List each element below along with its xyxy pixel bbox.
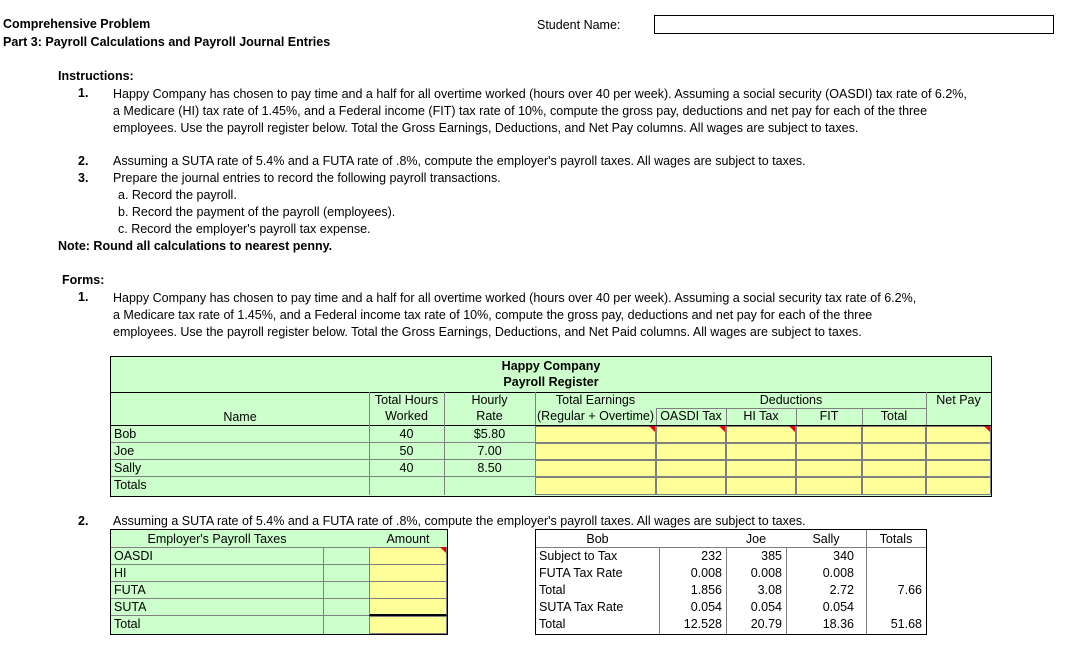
suta-amount-input[interactable] xyxy=(369,598,447,616)
employee-name: Bob xyxy=(114,427,137,441)
net-pay-total-input[interactable] xyxy=(926,477,991,495)
payroll-register xyxy=(110,356,992,497)
form-number: 1. xyxy=(78,290,89,304)
futa-joe-value: 3.08 xyxy=(757,583,782,597)
employer-payroll-taxes-table xyxy=(110,529,448,635)
employee-name: Joe xyxy=(114,444,135,458)
fit-input[interactable] xyxy=(796,460,862,477)
fit-input[interactable] xyxy=(796,443,862,460)
register-title: Payroll Register xyxy=(503,375,599,389)
futa-header-sally: Sally xyxy=(812,532,840,546)
futa-sally-value: 0.008 xyxy=(822,566,854,580)
deductions-total-input[interactable] xyxy=(862,460,926,477)
amount-header: Amount xyxy=(386,532,430,546)
futa-joe-value: 385 xyxy=(761,549,782,563)
hourly-rate: $5.80 xyxy=(473,427,506,441)
futa-joe-value: 0.008 xyxy=(750,566,782,580)
col-net-header: Net Pay xyxy=(936,393,981,407)
futa-joe-value: 20.79 xyxy=(750,617,782,631)
fit-input[interactable] xyxy=(796,426,862,443)
instruction-subitem: b. Record the payment of the payroll (employees). xyxy=(118,205,396,219)
futa-suta-computation-table xyxy=(535,529,927,635)
fit-total-input[interactable] xyxy=(796,477,862,495)
gross-earnings-total-input[interactable] xyxy=(535,477,656,495)
instruction-number: 3. xyxy=(78,171,89,185)
instruction-subitem: a. Record the payroll. xyxy=(118,188,237,202)
comment-marker-icon[interactable] xyxy=(789,426,795,432)
instruction-number: 1. xyxy=(78,86,89,100)
instruction-text: Prepare the journal entries to record the following payroll transactions. xyxy=(113,171,501,185)
futa-sally-value: 0.054 xyxy=(822,600,854,614)
oasdi-amount-input[interactable] xyxy=(369,547,447,565)
col-hi-header: HI Tax xyxy=(743,409,779,423)
futa-amount-input[interactable] xyxy=(369,581,447,599)
net-pay-input[interactable] xyxy=(926,426,991,443)
futa-total-value: 51.68 xyxy=(890,617,922,631)
rounding-note: Note: Round all calculations to nearest penny. xyxy=(58,239,333,253)
col-earnings-header: (Regular + Overtime) xyxy=(536,409,655,423)
col-name-header: Name xyxy=(223,410,257,424)
col-hours-header: Worked xyxy=(385,409,428,423)
futa-bob-value: 232 xyxy=(701,549,722,563)
futa-sally-value: 2.72 xyxy=(829,583,854,597)
form-number: 2. xyxy=(78,514,89,528)
hourly-rate: 8.50 xyxy=(477,461,502,475)
student-name-label: Student Name: xyxy=(537,18,621,32)
oasdi-tax-input[interactable] xyxy=(656,426,726,443)
instruction-number: 2. xyxy=(78,154,89,168)
col-rate-header: Hourly xyxy=(471,393,508,407)
col-oasdi-header: OASDI Tax xyxy=(660,409,722,423)
comment-marker-icon[interactable] xyxy=(984,426,990,432)
col-rate-header: Rate xyxy=(476,409,503,423)
comment-marker-icon[interactable] xyxy=(440,547,446,553)
col-fit-header: FIT xyxy=(819,409,839,423)
comment-marker-icon[interactable] xyxy=(719,426,725,432)
oasdi-tax-total-input[interactable] xyxy=(656,477,726,495)
futa-joe-value: 0.054 xyxy=(750,600,782,614)
futa-row-label: Total xyxy=(539,617,566,631)
col-hours-header: Total Hours xyxy=(374,393,439,407)
col-total-header: Total xyxy=(880,409,908,423)
futa-sally-value: 18.36 xyxy=(822,617,854,631)
deductions-grand-total-input[interactable] xyxy=(862,477,926,495)
student-name-input[interactable] xyxy=(654,15,1054,34)
instruction-text: Happy Company has chosen to pay time and a half for all overtime worked (hours over 40 per week). Assuming a social security (OASDI) tax rate of 6.2%, a Medicare (HI) tax rate of 1.45%, and a Federal income (FIT) tax rate of 10%, compute the gross pay, deductions and net pay for each of the three employees. Use the payroll register below. Total the Gross Earnings, Deductions, and Net Pay columns. All wages are subject to taxes. xyxy=(113,87,967,135)
futa-row-label: FUTA Tax Rate xyxy=(539,566,623,580)
gross-earnings-input[interactable] xyxy=(535,426,656,443)
futa-header-totals: Totals xyxy=(879,532,913,546)
futa-row-label: Total xyxy=(539,583,566,597)
deductions-total-input[interactable] xyxy=(862,443,926,460)
employer-tax-label: HI xyxy=(114,566,127,580)
employer-taxes-title: Employer's Payroll Taxes xyxy=(147,532,287,546)
hourly-rate: 7.00 xyxy=(477,444,502,458)
form-text: Assuming a SUTA rate of 5.4% and a FUTA rate of .8%, compute the employer's payroll taxes. All wages are subject to taxes. xyxy=(113,514,806,528)
hi-tax-total-input[interactable] xyxy=(726,477,796,495)
sheet-title: Comprehensive Problem xyxy=(3,17,151,31)
employer-tax-label: FUTA xyxy=(114,583,146,597)
gross-earnings-input[interactable] xyxy=(535,443,656,460)
employer-tax-label: Total xyxy=(114,617,141,631)
futa-row-label: Subject to Tax xyxy=(539,549,618,563)
gross-earnings-input[interactable] xyxy=(535,460,656,477)
instruction-subitem: c. Record the employer's payroll tax expense. xyxy=(118,222,371,236)
hours-worked: 40 xyxy=(399,427,414,441)
employee-name: Sally xyxy=(114,461,142,475)
sheet-subtitle: Part 3: Payroll Calculations and Payroll Journal Entries xyxy=(3,35,331,49)
futa-header-bob: Bob xyxy=(586,532,609,546)
employer-tax-label: OASDI xyxy=(114,549,153,563)
deductions-total-input[interactable] xyxy=(862,426,926,443)
total-amount-input[interactable] xyxy=(369,616,447,634)
instruction-text: Assuming a SUTA rate of 5.4% and a FUTA rate of .8%, compute the employer's payroll taxes. All wages are subject to taxes. xyxy=(113,154,806,168)
hi-tax-input[interactable] xyxy=(726,426,796,443)
futa-row-label: SUTA Tax Rate xyxy=(539,600,624,614)
comment-marker-icon[interactable] xyxy=(649,426,655,432)
futa-total-value: 7.66 xyxy=(897,583,922,597)
col-deductions-header: Deductions xyxy=(759,393,823,407)
net-pay-input[interactable] xyxy=(926,443,991,460)
net-pay-input[interactable] xyxy=(926,460,991,477)
hours-worked: 40 xyxy=(399,461,414,475)
totals-label: Totals xyxy=(114,478,147,492)
col-earnings-header: Total Earnings xyxy=(555,393,636,407)
oasdi-tax-input[interactable] xyxy=(656,460,726,477)
futa-bob-value: 0.054 xyxy=(690,600,722,614)
hi-tax-input[interactable] xyxy=(726,460,796,477)
futa-bob-value: 0.008 xyxy=(690,566,722,580)
employer-tax-label: SUTA xyxy=(114,600,147,614)
futa-bob-value: 12.528 xyxy=(683,617,722,631)
hi-amount-input[interactable] xyxy=(369,564,447,582)
hours-worked: 50 xyxy=(399,444,414,458)
futa-bob-value: 1.856 xyxy=(690,583,722,597)
instructions-heading: Instructions: xyxy=(58,69,134,83)
hi-tax-input[interactable] xyxy=(726,443,796,460)
futa-header-joe: Joe xyxy=(745,532,767,546)
form-text: Happy Company has chosen to pay time and a half for all overtime worked (hours over 40 per week). Assuming a social security tax rate of 6.2%, a Medicare tax rate of 1.45%, and a Federal income tax rate of 10%, compute the gross pay, deductions and net pay for each of the three employees. Use the payroll register below. Total the Gross Earnings, Deductions, and Net Paid columns. All wages are subject to taxes. xyxy=(113,291,917,339)
company-name: Happy Company xyxy=(501,359,601,373)
forms-heading: Forms: xyxy=(62,273,105,287)
futa-sally-value: 340 xyxy=(833,549,854,563)
oasdi-tax-input[interactable] xyxy=(656,443,726,460)
